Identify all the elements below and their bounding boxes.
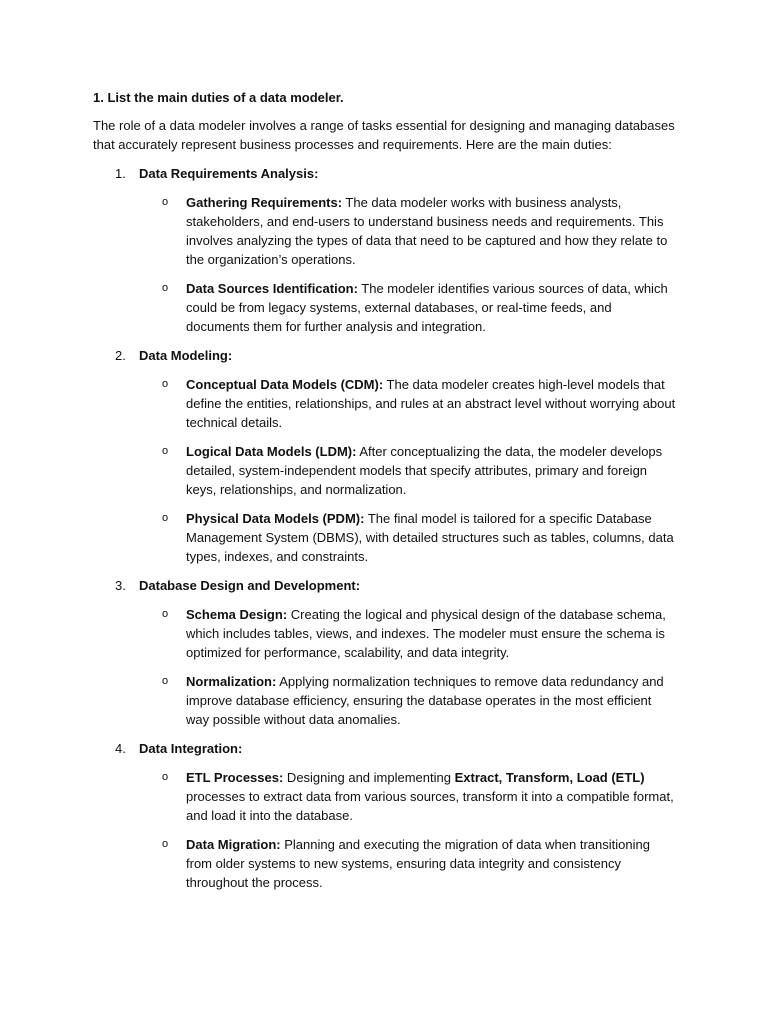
item-description: Creating the logical and physical design of the database schema, which includes tables, views, and indexes. The modeler must ensure the schema is optimized for performance, scalability, and data integrity.: [186, 607, 666, 660]
circle-bullet-icon: o: [162, 838, 169, 850]
item-text: [186, 835, 676, 892]
section-number: 1.: [115, 166, 126, 181]
section-items: [93, 193, 676, 336]
item-text: [186, 672, 676, 729]
item-text: [186, 279, 676, 336]
section-heading: [115, 346, 676, 365]
item-term: Conceptual Data Models (CDM):: [186, 377, 384, 392]
item-description: After conceptualizing the data, the modeler develops detailed, system-independent models that specify attributes, primary and foreign keys, relationships, and normalization.: [186, 444, 663, 497]
section-heading: [115, 576, 676, 595]
circle-bullet-icon: o: [162, 445, 169, 457]
section-heading: [115, 164, 676, 183]
item-description: Applying normalization techniques to remove data redundancy and improve database efficiency, ensuring the database operates in the most efficient way possible without data anomalies.: [186, 674, 664, 727]
item-term: Data Sources Identification:: [186, 281, 358, 296]
item-term: Data Migration:: [186, 837, 281, 852]
section-items: [93, 375, 676, 566]
list-item: [93, 605, 676, 662]
section-title: Data Modeling:: [139, 348, 233, 363]
section-items: [93, 605, 676, 729]
list-item: [93, 375, 676, 432]
item-term: Normalization:: [186, 674, 277, 689]
section-number: 2.: [115, 348, 126, 363]
section-title: Data Integration:: [139, 741, 243, 756]
list-item: [93, 193, 676, 269]
list-item: [93, 279, 676, 336]
question-heading: 1. List the main duties of a data modeler.: [93, 90, 344, 105]
item-term: ETL Processes:: [186, 770, 284, 785]
item-term: Logical Data Models (LDM):: [186, 444, 357, 459]
section-data-modeling: [93, 346, 676, 566]
list-item: [93, 509, 676, 566]
item-text: [186, 768, 676, 825]
circle-bullet-icon: o: [162, 378, 169, 390]
section-items: [93, 768, 676, 892]
section-data-integration: [93, 739, 676, 892]
list-item: [93, 768, 676, 825]
item-description-continued: processes to extract data from various sources, transform it into a compatible format, and load it into the database.: [186, 789, 674, 823]
circle-bullet-icon: o: [162, 512, 169, 524]
section-number: 3.: [115, 578, 126, 593]
item-text: [186, 375, 676, 432]
item-description: The data modeler works with business analysts, stakeholders, and end-users to understand business needs and requirements. This involves analyzing the types of data that need to be captured and how they relate to the organization’s operations.: [186, 195, 668, 267]
section-database-design: [93, 576, 676, 729]
item-description: Planning and executing the migration of data when transitioning from older systems to new systems, ensuring data integrity and consistency throughout the process.: [186, 837, 650, 890]
item-term: Schema Design:: [186, 607, 288, 622]
duties-list: [93, 164, 676, 892]
list-item: [93, 442, 676, 499]
item-description: The modeler identifies various sources of data, which could be from legacy systems, external databases, or real-time feeds, and documents them for further analysis and integration.: [186, 281, 668, 334]
circle-bullet-icon: o: [162, 675, 169, 687]
item-description: The final model is tailored for a specific Database Management System (DBMS), with detailed structures such as tables, columns, data types, indexes, and constraints.: [186, 511, 674, 564]
item-text: [186, 509, 676, 566]
circle-bullet-icon: o: [162, 196, 169, 208]
item-term: Gathering Requirements:: [186, 195, 343, 210]
section-number: 4.: [115, 741, 126, 756]
section-requirements-analysis: [93, 164, 676, 336]
item-text: [186, 442, 676, 499]
circle-bullet-icon: o: [162, 282, 169, 294]
circle-bullet-icon: o: [162, 608, 169, 620]
section-title: Data Requirements Analysis:: [139, 166, 319, 181]
section-title: Database Design and Development:: [139, 578, 361, 593]
list-item: [93, 672, 676, 729]
item-term: Physical Data Models (PDM):: [186, 511, 365, 526]
intro-paragraph: The role of a data modeler involves a range of tasks essential for designing and managing databases that accurately represent business processes and requirements. Here are the main duties:: [93, 118, 675, 152]
item-text: [186, 193, 676, 269]
item-description: Designing and implementing: [283, 770, 455, 785]
item-text: [186, 605, 676, 662]
section-heading: [115, 739, 676, 758]
circle-bullet-icon: o: [162, 771, 169, 783]
item-description: The data modeler creates high-level models that define the entities, relationships, and rules at an abstract level without worrying about technical details.: [186, 377, 676, 430]
item-emphasis: Extract, Transform, Load (ETL): [454, 770, 645, 785]
list-item: [93, 835, 676, 892]
